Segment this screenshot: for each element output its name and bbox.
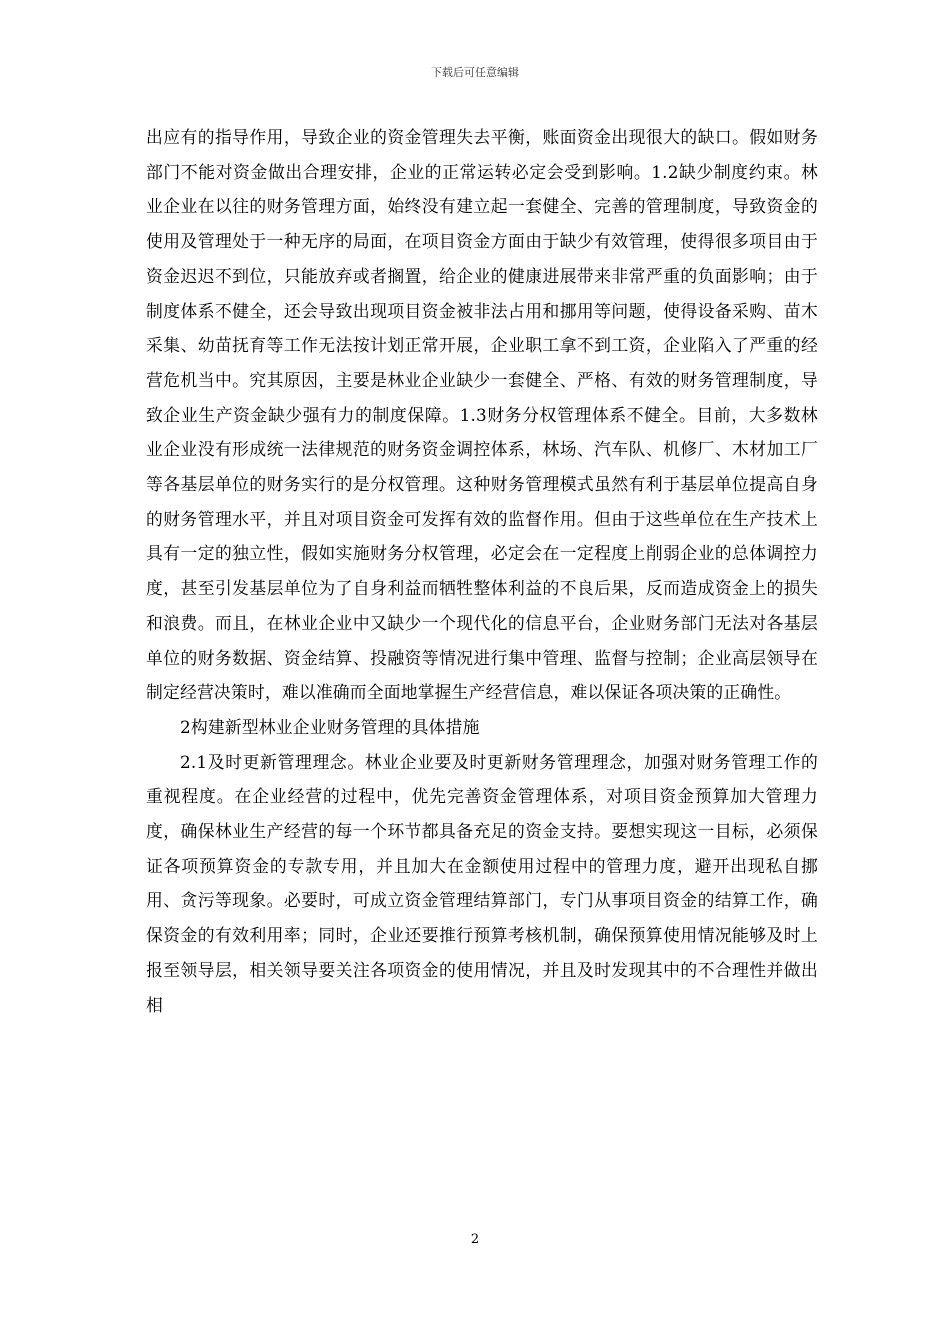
page-header: 下载后可任意编辑 (431, 66, 519, 79)
document-body (146, 120, 818, 1022)
paragraph-continuation: 出应有的指导作用，导致企业的资金管理失去平衡，账面资金出现很大的缺口。假如财务部门不能对资金做出合理安排，企业的正常运转必定会受到影响。1.2缺少制度约束。林业企业在以往的财务管理方面，始终没有建立起一套健全、完善的管理制度，导致资金的使用及管理处于一种无序的局面，在项目资金方面由于缺少有效管理，使得很多项目由于资金迟迟不到位，只能放弃或者搁置，给企业的健康进展带来非常严重的负面影响；由于制度体系不健全，还会导致出现项目资金被非法占用和挪用等问题，使得设备采购、苗木采集、幼苗抚育等工作无法按计划正常开展，企业职工拿不到工资，企业陷入了严重的经营危机当中。究其原因，主要是林业企业缺少一套健全、严格、有效的财务管理制度，导致企业生产资金缺少强有力的制度保障。1.3财务分权管理体系不健全。目前，大多数林业企业没有形成统一法律规范的财务资金调控体系，林场、汽车队、机修厂、木材加工厂等各基层单位的财务实行的是分权管理。这种财务管理模式虽然有利于基层单位提高自身的财务管理水平，并且对项目资金可发挥有效的监督作用。但由于这些单位在生产技术上具有一定的独立性，假如实施财务分权管理，必定会在一定程度上削弱企业的总体调控力度，甚至引发基层单位为了自身利益而牺牲整体利益的不良后果，反而造成资金上的损失和浪费。而且，在林业企业中又缺少一个现代化的信息平台，企业财务部门无法对各基层单位的财务数据、资金结算、投融资等情况进行集中管理、监督与控制；企业高层领导在制定经营决策时，难以准确而全面地掌握生产经营信息，难以保证各项决策的正确性。 (146, 127, 818, 703)
paragraph-2-1: 2.1及时更新管理理念。林业企业要及时更新财务管理理念，加强对财务管理工作的重视程度。在企业经营的过程中，优先完善资金管理体系，对项目资金预算加大管理力度，确保林业生产经营的每一个环节都具备充足的资金支持。要想实现这一目标，必须保证各项预算资金的专款专用，并且加大在金额使用过程中的管理力度，避开出现私自挪用、贪污等现象。必要时，可成立资金管理结算部门，专门从事项目资金的结算工作，确保资金的有效利用率；同时，企业还要推行预算考核机制，确保预算使用情况能够及时上报至领导层，相关领导要关注各项资金的使用情况，并且及时发现其中的不合理性并做出相 (146, 751, 818, 1015)
section-heading: 2构建新型林业企业财务管理的具体措施 (180, 716, 480, 737)
page-number: 2 (470, 1232, 480, 1247)
